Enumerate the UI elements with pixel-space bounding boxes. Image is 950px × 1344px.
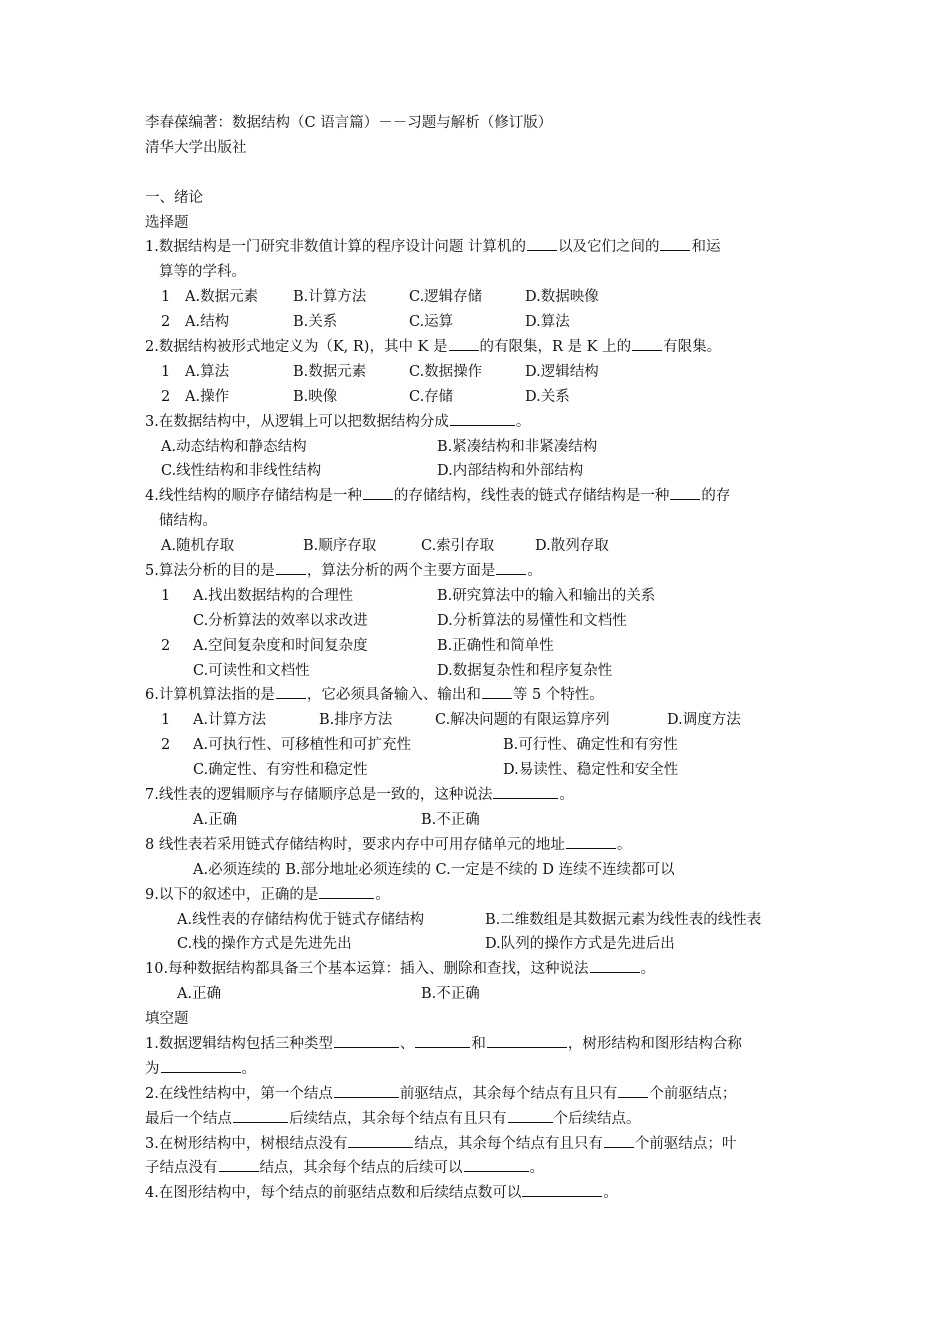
option: A.数据元素 (185, 289, 259, 306)
options-row (145, 609, 810, 634)
question-text: 2.在线性结构中，第一个结点 (145, 1085, 333, 1102)
answer-blank (566, 834, 616, 849)
option: D.易读性、稳定性和安全性 (503, 762, 679, 779)
question-5 (145, 559, 810, 584)
options-row (145, 932, 810, 957)
answer-blank (487, 1033, 567, 1048)
fill-question-2 (145, 1082, 810, 1107)
question-text: 4.在图形结构中，每个结点的前驱结点数和后续结点数可以 (145, 1185, 522, 1202)
answer-blank (522, 1182, 602, 1197)
answer-blank (276, 684, 306, 699)
option: A.计算方法 (193, 712, 267, 729)
question-text: 6.计算机算法指的是 (145, 687, 275, 704)
question-text: 。 (241, 1060, 256, 1077)
answer-blank (415, 1033, 470, 1048)
option: B.计算方法 (293, 289, 367, 306)
answer-blank (363, 485, 393, 500)
question-text: 前驱结点，其余每个结点有且只有 (399, 1085, 618, 1102)
option: A.结构 (185, 314, 230, 331)
question-text: 的存 (701, 488, 731, 505)
options-row (145, 534, 810, 559)
blank-number: 2 (161, 388, 171, 405)
question-text: 3.在树形结构中，树根结点没有 (145, 1135, 348, 1152)
option: A.找出数据结构的合理性 (193, 587, 354, 604)
option: B.映像 (293, 388, 338, 405)
answer-blank (660, 236, 690, 251)
document-page (145, 111, 810, 1206)
question-text: 个前驱结点； (649, 1085, 737, 1102)
question-text: 个前驱结点；叶 (634, 1135, 737, 1152)
option: A.空间复杂度和时间复杂度 (193, 637, 368, 654)
option: C.运算 (409, 314, 454, 331)
options-row (145, 982, 810, 1007)
question-text: 和运 (691, 239, 721, 256)
question-text: 。 (603, 1185, 618, 1202)
blank-number: 2 (161, 637, 171, 654)
question-text: 。 (640, 961, 656, 978)
option: A.动态结构和静态结构 (161, 438, 307, 455)
option: D.散列存取 (535, 538, 609, 555)
option: C.线性结构和非线性结构 (161, 463, 322, 480)
question-text: 。 (559, 787, 574, 804)
question-text: 1.数据结构是一门研究非数值计算的程序设计问题 计算机的 (145, 239, 526, 256)
option: D.队列的操作方式是先进后出 (485, 936, 675, 953)
answer-blank (161, 1058, 241, 1073)
answer-blank (334, 1033, 399, 1048)
question-text: 和 (471, 1035, 486, 1052)
answer-blank (670, 485, 700, 500)
question-text: 最后一个结点 (145, 1110, 232, 1127)
question-text: 10.每种数据结构都具备三个基本运算：插入、删除和查找，这种说法 (145, 961, 589, 978)
question-text: ，树形结构和图形结构合称 (567, 1035, 742, 1052)
options-row (145, 758, 810, 783)
option: A.正确 (177, 986, 222, 1003)
option: C.分析算法的效率以求改进 (193, 612, 368, 629)
options-row (145, 584, 810, 609)
question-1-cont: 算等的学科。 (159, 264, 246, 281)
option: B.二维数组是其数据元素为线性表的线性表 (485, 911, 762, 928)
section-heading-choice: 选择题 (145, 214, 189, 231)
option: D.算法 (525, 314, 570, 331)
answer-blank (464, 1157, 529, 1172)
options-row (145, 310, 810, 335)
fill-question-3-cont (145, 1156, 810, 1181)
option: D.数据映像 (525, 289, 599, 306)
option: B.可行性、确定性和有穷性 (503, 737, 678, 754)
question-text: ，算法分析的两个主要方面是 (306, 563, 496, 580)
answer-blank (276, 560, 306, 575)
option: B.顺序存取 (303, 538, 377, 555)
question-text: 8 线性表若采用链式存储结构时，要求内存中可用存储单元的地址 (145, 836, 565, 853)
book-title: 李春葆编著：数据结构（C 语言篇）－－习题与解析（修订版） (145, 115, 553, 131)
options-row (145, 285, 810, 310)
question-text: 。 (527, 563, 542, 580)
option: A.必须连续的 B.部分地址必须连续的 C.一定是不续的 D 连续不连续都可以 (193, 861, 675, 878)
options-row (145, 360, 810, 385)
question-text: 5.算法分析的目的是 (145, 563, 275, 580)
options-row (145, 733, 810, 758)
option: B.正确性和简单性 (437, 637, 554, 654)
option: C.索引存取 (421, 538, 495, 555)
option: B.紧凑结构和非紧凑结构 (437, 438, 598, 455)
answer-blank (348, 1133, 413, 1148)
question-text: 3.在数据结构中，从逻辑上可以把数据结构分成 (145, 413, 449, 430)
question-8 (145, 833, 810, 858)
question-text: 2.数据结构被形式地定义为（K, R)，其中 K 是 (145, 339, 448, 356)
options-row (145, 459, 810, 484)
answer-blank (319, 884, 374, 899)
option: D.数据复杂性和程序复杂性 (437, 662, 613, 679)
question-text: 。 (515, 413, 531, 430)
publisher: 清华大学出版社 (145, 139, 247, 156)
answer-blank (233, 1108, 288, 1123)
option: B.关系 (293, 314, 338, 331)
option: C.可读性和文档性 (193, 662, 310, 679)
answer-blank (449, 336, 479, 351)
question-text: 4.线性结构的顺序存储结构是一种 (145, 488, 362, 505)
blank-number: 1 (161, 289, 171, 306)
option: A.可执行性、可移植性和可扩充性 (193, 737, 412, 754)
question-text: 1.数据逻辑结构包括三种类型 (145, 1035, 333, 1052)
option: B.研究算法中的输入和输出的关系 (437, 587, 656, 604)
question-text: 7.线性表的逻辑顺序与存储顺序总是一致的，这种说法 (145, 787, 493, 804)
option: B.排序方法 (319, 712, 393, 729)
option: D.逻辑结构 (525, 363, 599, 380)
question-text: 。 (375, 886, 390, 903)
fill-question-1 (145, 1032, 810, 1057)
question-10 (145, 957, 810, 982)
options-row (145, 908, 810, 933)
fill-question-1-cont (145, 1057, 810, 1082)
blank-number: 1 (161, 363, 171, 380)
answer-blank (334, 1083, 399, 1098)
option: B.数据元素 (293, 363, 367, 380)
option: C.存储 (409, 388, 454, 405)
option: D.调度方法 (667, 712, 741, 729)
blank-number: 2 (161, 314, 171, 331)
question-text: ，它必须具备输入、输出和 (306, 687, 481, 704)
question-text: 结点，其余每个结点有且只有 (414, 1135, 603, 1152)
question-text: 后续结点，其余每个结点有且只有 (289, 1110, 507, 1127)
answer-blank (604, 1133, 634, 1148)
question-text: 等 5 个特性。 (512, 687, 604, 704)
question-text: 、 (399, 1035, 415, 1052)
option: A.算法 (185, 363, 230, 380)
fill-question-2-cont (145, 1107, 810, 1132)
option: B.不正确 (421, 986, 480, 1003)
answer-blank (590, 958, 640, 973)
section-heading-fill: 填空题 (145, 1011, 189, 1028)
question-6 (145, 683, 810, 708)
option: A.操作 (185, 388, 230, 405)
question-text: 以及它们之间的 (557, 239, 660, 256)
question-text: 为 (145, 1060, 160, 1077)
answer-blank (508, 1108, 553, 1123)
options-row (145, 808, 810, 833)
options-row (145, 435, 810, 460)
chapter-heading: 一、绪论 (145, 189, 203, 206)
option: A.正确 (193, 811, 238, 828)
question-text: 9.以下的叙述中，正确的是 (145, 886, 319, 903)
blank-number: 2 (161, 737, 171, 754)
question-2 (145, 335, 810, 360)
question-text: 个后续结点。 (553, 1110, 641, 1127)
answer-blank (618, 1083, 648, 1098)
answer-blank (493, 784, 558, 799)
option: D.分析算法的易懂性和文档性 (437, 612, 627, 629)
question-text: 子结点没有 (145, 1160, 218, 1177)
question-7 (145, 783, 810, 808)
options-row (145, 634, 810, 659)
question-text: 的存储结构，线性表的链式存储结构是一种 (393, 488, 670, 505)
question-9 (145, 883, 810, 908)
answer-blank (482, 684, 512, 699)
option: C.栈的操作方式是先进先出 (177, 936, 352, 953)
option: B.不正确 (421, 811, 480, 828)
blank-number: 1 (161, 587, 171, 604)
answer-blank (527, 236, 557, 251)
question-4-cont: 储结构。 (159, 513, 217, 530)
answer-blank (450, 411, 515, 426)
option: C.数据操作 (409, 363, 483, 380)
option: C.解决问题的有限运算序列 (435, 712, 610, 729)
option: A.随机存取 (161, 538, 235, 555)
question-text: 有限集。 (663, 339, 722, 356)
question-text: 结点，其余每个结点的后续可以 (259, 1160, 463, 1177)
options-row (145, 858, 810, 883)
options-row (145, 659, 810, 684)
question-3 (145, 410, 810, 435)
answer-blank (219, 1157, 259, 1172)
options-row (145, 385, 810, 410)
answer-blank (632, 336, 662, 351)
option: D.内部结构和外部结构 (437, 463, 584, 480)
option: C.确定性、有穷性和稳定性 (193, 762, 368, 779)
option: C.逻辑存储 (409, 289, 483, 306)
answer-blank (496, 560, 526, 575)
question-text: 的有限集，R 是 K 上的 (479, 339, 632, 356)
question-text: 。 (616, 836, 632, 853)
option: A.线性表的存储结构优于链式存储结构 (177, 911, 425, 928)
spacer (145, 161, 810, 186)
fill-question-3 (145, 1132, 810, 1157)
blank-number: 1 (161, 712, 171, 729)
question-1 (145, 235, 810, 260)
question-4 (145, 484, 810, 509)
question-text: 。 (529, 1160, 544, 1177)
option: D.关系 (525, 388, 570, 405)
options-row (145, 708, 810, 733)
fill-question-4 (145, 1181, 810, 1206)
